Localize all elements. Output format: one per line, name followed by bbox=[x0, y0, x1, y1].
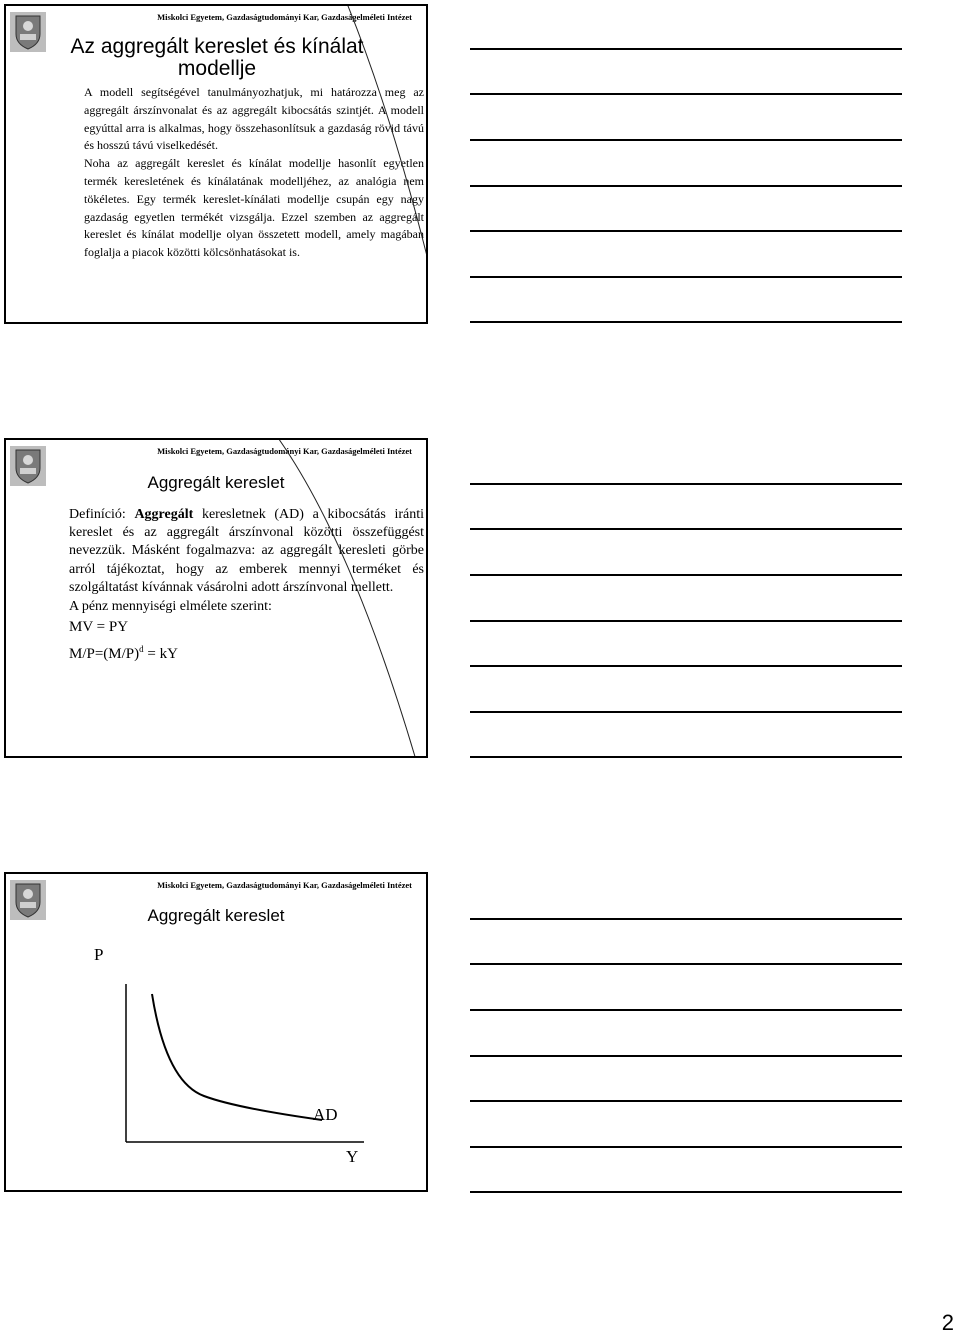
paragraph: A modell segítségével tanulmányozhatjuk, mi határozza meg az aggregált árszínvonalat és az aggregált kibocsátás szintjét. A modell egyúttal arra is alkalmas, hogy összehasonlítsuk a gazdaság rövid távú és hosszú távú viselkedését. bbox=[84, 85, 424, 153]
curve-label-ad: AD bbox=[313, 1105, 338, 1124]
slide-title: Aggregált kereslet bbox=[147, 906, 285, 925]
theory-line: A pénz mennyiségi elmélete szerint: bbox=[69, 599, 272, 615]
note-line bbox=[470, 276, 902, 278]
paragraph: Noha az aggregált kereslet és kínálat modellje hasonlít egyetlen termék keresletének és kínálatának modelljéhez, az analógia nem tökéletes. Egy termék kereslet-kínálati modellje csupán egy nagy gazdaság egyetlen termékét vizsgálja. Ezzel szemben az aggregált kereslet és kínálat modellje olyan összetett modell, amely magában foglalja a piacok közötti kölcsönhatásokat is. bbox=[84, 156, 424, 260]
slide-2 bbox=[4, 438, 428, 758]
equation-part: M/P=(M/P) bbox=[69, 646, 140, 663]
slide-title: Aggregált kereslet bbox=[147, 473, 285, 492]
note-line bbox=[470, 528, 902, 530]
note-line bbox=[470, 321, 902, 323]
note-line bbox=[470, 1009, 902, 1011]
background-swoosh bbox=[6, 6, 428, 324]
ad-diagram bbox=[6, 874, 428, 1192]
note-line bbox=[470, 48, 902, 50]
note-line bbox=[470, 620, 902, 622]
note-line bbox=[470, 711, 902, 713]
slide-1 bbox=[4, 4, 428, 324]
note-line bbox=[470, 185, 902, 187]
definition-term: Aggregált bbox=[134, 507, 194, 522]
note-line bbox=[470, 918, 902, 920]
equation-1: MV = PY bbox=[69, 619, 129, 636]
slide-header: Miskolci Egyetem, Gazdaságtudományi Kar, Gazdaságelméleti Intézet bbox=[157, 446, 412, 456]
title-line: modellje bbox=[177, 57, 257, 80]
note-line bbox=[470, 93, 902, 95]
note-line bbox=[470, 1100, 902, 1102]
note-line bbox=[470, 665, 902, 667]
note-line bbox=[470, 483, 902, 485]
ad-curve bbox=[152, 994, 322, 1120]
background-swoosh bbox=[6, 440, 428, 758]
axis-label-y: Y bbox=[346, 1147, 359, 1166]
note-line bbox=[470, 756, 902, 758]
note-line bbox=[470, 1055, 902, 1057]
note-line bbox=[470, 230, 902, 232]
title-line: Az aggregált kereslet és kínálat bbox=[70, 35, 364, 58]
slide-header: Miskolci Egyetem, Gazdaságtudományi Kar, Gazdaságelméleti Intézet bbox=[157, 12, 412, 22]
note-line bbox=[470, 1191, 902, 1193]
note-line bbox=[470, 574, 902, 576]
note-line bbox=[470, 963, 902, 965]
note-line bbox=[470, 1146, 902, 1148]
slide-header: Miskolci Egyetem, Gazdaságtudományi Kar, Gazdaságelméleti Intézet bbox=[157, 880, 412, 890]
slide-3 bbox=[4, 872, 428, 1192]
page-number: 2 bbox=[941, 1310, 954, 1335]
definition-text: keresletnek (AD) a kibocsátás iránti kereslet és az aggregált árszínvonal közötti összefüggést nevezzük. Másként fogalmazva: az aggregált keresleti görbe arról tájékoztat, hogy az emberek mennyi terméket és szolgáltatást kívánnak vásárolni adott árszínvonal mellett. bbox=[69, 507, 424, 595]
note-line bbox=[470, 139, 902, 141]
equation-part: = kY bbox=[143, 646, 178, 663]
definition-prefix: Definíció: bbox=[69, 507, 135, 522]
axis-label-p: P bbox=[94, 945, 104, 964]
equation-superscript: d bbox=[139, 644, 144, 655]
